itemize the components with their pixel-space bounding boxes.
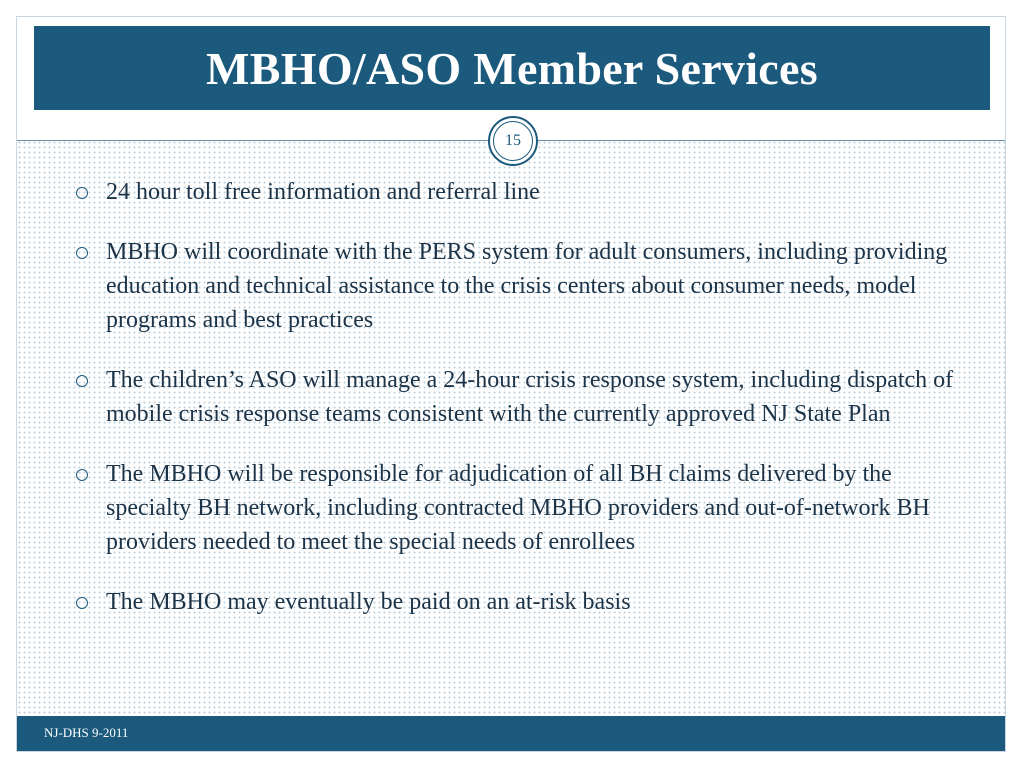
bullet-item xyxy=(72,457,972,559)
bullet-item xyxy=(72,175,972,209)
bullet-item xyxy=(72,235,972,337)
bullet-text: The MBHO will be responsible for adjudication of all BH claims delivered by the specialty BH network, including contracted MBHO providers and out-of-network BH providers needed to meet the special needs of enrollees xyxy=(106,461,930,555)
circle-bullet-icon xyxy=(76,375,88,387)
circle-bullet-icon xyxy=(76,247,88,259)
bullet-text: MBHO will coordinate with the PERS system for adult consumers, including providing education and technical assistance to the crisis centers about consumer needs, model programs and best practices xyxy=(106,239,948,333)
page-number: 15 xyxy=(493,121,533,161)
page-number-badge xyxy=(488,116,538,166)
title-bar xyxy=(34,26,990,110)
circle-bullet-icon xyxy=(76,187,88,199)
slide-title: MBHO/ASO Member Services xyxy=(206,42,818,94)
circle-bullet-icon xyxy=(76,469,88,481)
bullet-text: 24 hour toll free information and referral line xyxy=(106,179,540,205)
circle-bullet-icon xyxy=(76,597,88,609)
bullet-text: The MBHO may eventually be paid on an at-risk basis xyxy=(106,589,631,615)
footer-bar xyxy=(17,716,1005,751)
bullet-item xyxy=(72,585,972,619)
bullet-text: The children’s ASO will manage a 24-hour crisis response system, including dispatch of mobile crisis response teams consistent with the currently approved NJ State Plan xyxy=(106,367,954,427)
footer-label: NJ-DHS 9-2011 xyxy=(44,725,129,740)
bullet-list xyxy=(72,175,972,645)
bullet-item xyxy=(72,363,972,431)
